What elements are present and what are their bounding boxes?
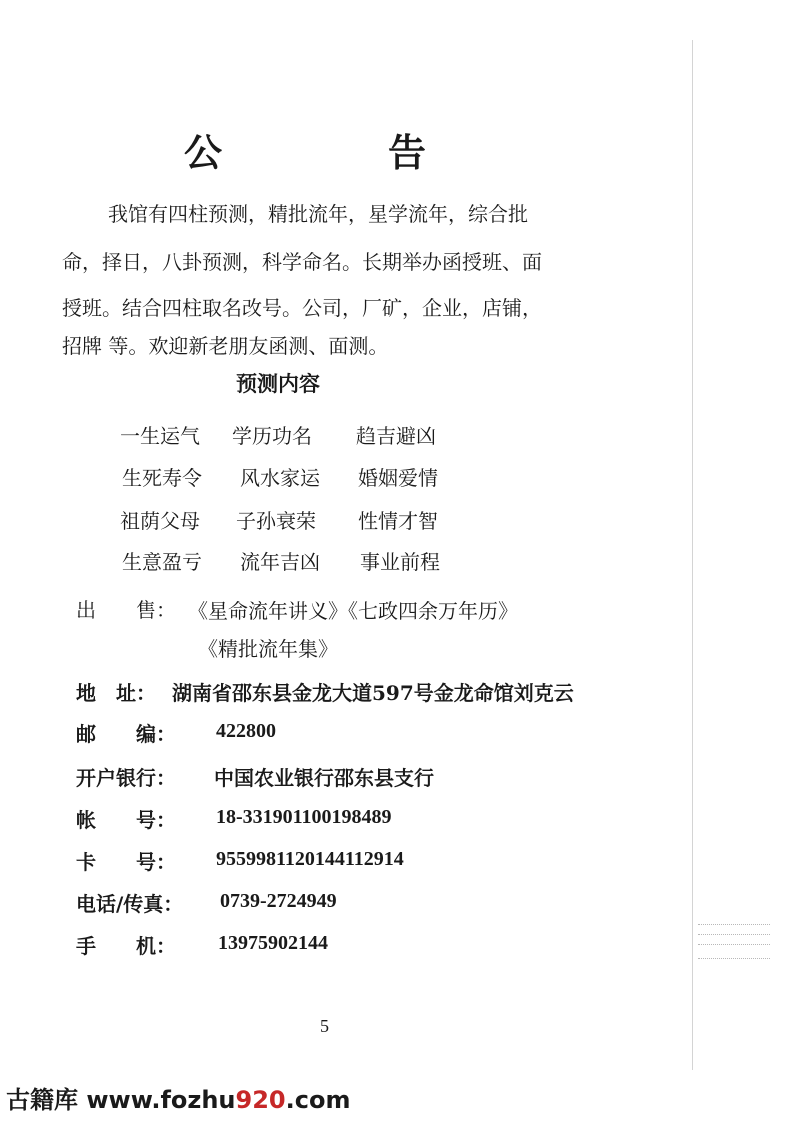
forecast-item: 学历功名: [232, 424, 312, 448]
phone-label: 电话/传真：: [76, 892, 184, 916]
account-value: 18-331901100198489: [216, 806, 392, 828]
forecast-item: 子孙衰荣: [236, 509, 316, 533]
forecast-item: 婚姻爱情: [358, 466, 438, 490]
dotted-rule: [698, 944, 770, 945]
dotted-rule: [698, 924, 770, 925]
intro-line: 招牌 等。欢迎新老朋友函测、面测。: [62, 334, 389, 358]
address-label: 地 址：: [76, 681, 156, 705]
forecast-item: 流年吉凶: [240, 550, 320, 574]
forecast-item: 风水家运: [240, 466, 320, 490]
postcode-value: 422800: [216, 720, 276, 742]
phone-value: 0739-2724949: [220, 890, 337, 912]
watermark-accent: 920: [235, 1086, 286, 1114]
sales-label: 出 售：: [76, 598, 176, 622]
forecast-item: 一生运气: [120, 424, 200, 448]
account-label: 帐 号：: [76, 808, 176, 832]
forecast-item: 性情才智: [358, 509, 438, 533]
sales-books-line2: 《精批流年集》: [198, 637, 338, 661]
bank-value: 中国农业银行邵东县支行: [214, 766, 434, 790]
title-left-char: 公: [184, 130, 223, 175]
sales-books-line1: 《星命流年讲义》《七政四余万年历》: [188, 599, 518, 623]
card-value: 9559981120144112914: [216, 848, 404, 870]
forecast-item: 祖荫父母: [120, 509, 200, 533]
watermark-prefix: 古籍库 www.fozhu: [6, 1086, 236, 1114]
page-number: 5: [320, 1016, 329, 1036]
intro-line: 命，择日，八卦预测，科学命名。长期举办函授班、面: [62, 250, 542, 274]
forecast-item: 生死寿令: [122, 466, 202, 490]
scan-edge-line: [692, 40, 693, 1070]
dotted-rule: [698, 934, 770, 935]
forecast-title: 预测内容: [236, 371, 320, 396]
forecast-item: 事业前程: [360, 550, 440, 574]
mobile-label: 手 机：: [76, 934, 176, 958]
postcode-label: 邮 编：: [76, 722, 176, 746]
card-label: 卡 号：: [76, 850, 176, 874]
forecast-item: 生意盈亏: [122, 550, 202, 574]
mobile-value: 13975902144: [218, 932, 328, 954]
title-right-char: 告: [388, 130, 427, 175]
intro-line: 授班。结合四柱取名改号。公司，厂矿，企业，店铺，: [62, 296, 542, 320]
intro-line: 我馆有四柱预测，精批流年，星学流年，综合批: [108, 202, 528, 226]
bank-label: 开户银行：: [76, 766, 176, 790]
address-value: 湖南省邵东县金龙大道597号金龙命馆刘克云: [172, 681, 574, 705]
site-watermark: [6, 1080, 350, 1115]
forecast-item: 趋吉避凶: [356, 424, 436, 448]
dotted-rule: [698, 958, 770, 959]
watermark-suffix: .com: [285, 1086, 351, 1114]
